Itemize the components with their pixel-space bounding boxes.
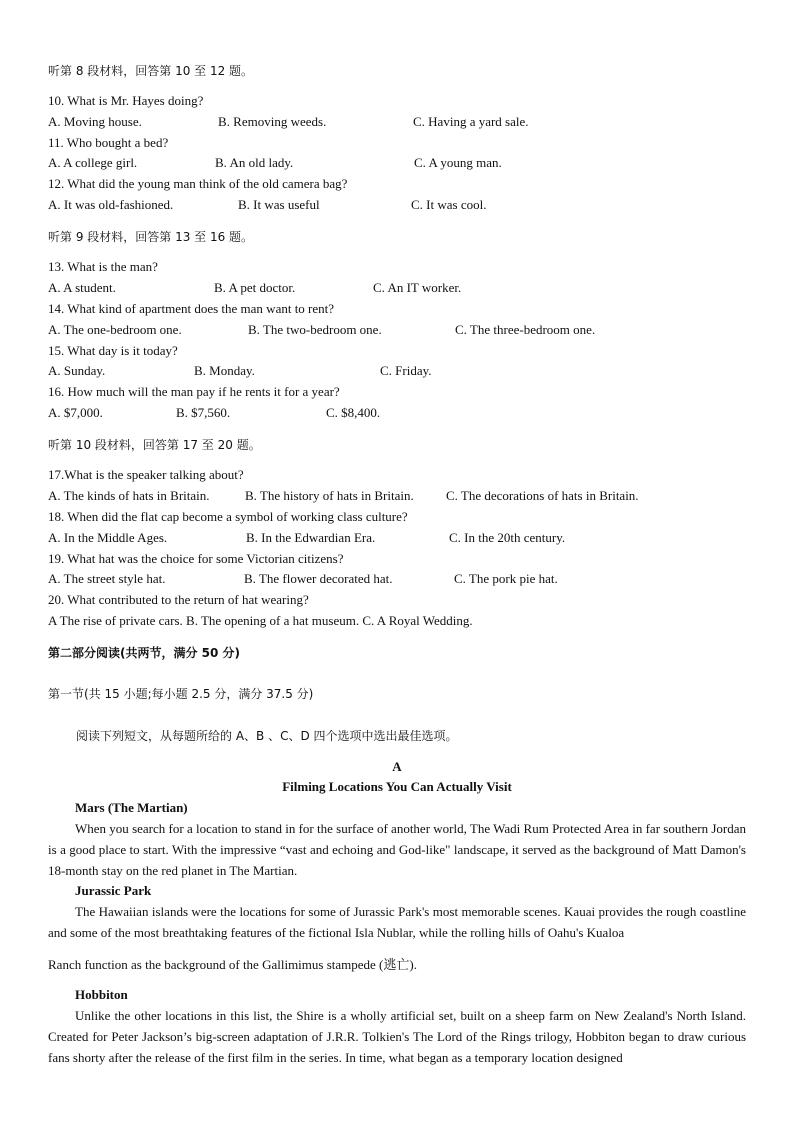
option-row xyxy=(48,530,746,546)
option-b: B. The flower decorated hat. xyxy=(244,571,393,586)
option-a: A. A student. xyxy=(48,280,116,295)
part-title: 第二部分阅读(共两节，满分 50 分) xyxy=(48,646,241,660)
option-b: B. The two-bedroom one. xyxy=(248,322,382,337)
question: 16. How much will the man pay if he rents it for a year? xyxy=(48,384,340,399)
option-c: C. Friday. xyxy=(380,363,432,378)
option-c: C. It was cool. xyxy=(411,197,487,212)
question: 15. What day is it today? xyxy=(48,343,178,358)
option-c: C. An IT worker. xyxy=(373,280,462,295)
option-a: A. The kinds of hats in Britain. xyxy=(48,488,210,503)
paragraph: Unlike the other locations in this list, the Shire is a wholly artificial set, built on a sheep farm on New Zealand's North Island. Created for Peter Jackson’s big-screen adaptation of J.R.R. Tolkien's The Lord of the Rings trilogy, Hobbiton began to draw curious fans shorty after the release of the first film in the series. In time, what began as a temporary location designed xyxy=(48,1008,746,1065)
option-c: C. A young man. xyxy=(414,155,502,170)
option-b: B. A pet doctor. xyxy=(214,280,296,295)
option-b: B. It was useful xyxy=(238,197,320,212)
passage-title: Filming Locations You Can Actually Visit xyxy=(282,779,512,794)
option-a: A. A college girl. xyxy=(48,155,138,170)
option-a: A. Moving house. xyxy=(48,114,142,129)
section-title: 第一节(共 15 小题;每小题 2.5 分，满分 37.5 分) xyxy=(48,687,314,701)
option-b: B. An old lady. xyxy=(215,155,294,170)
option-a: A. The one-bedroom one. xyxy=(48,322,182,337)
question: 20. What contributed to the return of hat wearing? xyxy=(48,592,309,607)
option-c: C. The pork pie hat. xyxy=(454,571,558,586)
option-row xyxy=(48,363,746,379)
question: 14. What kind of apartment does the man want to rent? xyxy=(48,301,335,316)
question: 10. What is Mr. Hayes doing? xyxy=(48,93,204,108)
subheading: Hobbiton xyxy=(75,987,128,1002)
option-c: C. In the 20th century. xyxy=(449,530,566,545)
paragraph-continued: Ranch function as the background of the Gallimimus stampede (逃亡). xyxy=(48,957,417,972)
option-b: B. Removing weeds. xyxy=(218,114,327,129)
option-a: A. The street style hat. xyxy=(48,571,166,586)
option-c: C. $8,400. xyxy=(326,405,381,420)
option-b: B. The history of hats in Britain. xyxy=(245,488,414,503)
option-c: C. Having a yard sale. xyxy=(413,114,529,129)
section-header: 听第 8 段材料，回答第 10 至 12 题。 xyxy=(48,64,254,78)
section-header: 听第 10 段材料，回答第 17 至 20 题。 xyxy=(48,438,261,452)
subheading: Mars (The Martian) xyxy=(75,800,188,815)
question: 11. Who bought a bed? xyxy=(48,135,169,150)
section-header: 听第 9 段材料，回答第 13 至 16 题。 xyxy=(48,230,254,244)
option-a: A. Sunday. xyxy=(48,363,106,378)
question: 19. What hat was the choice for some Victorian citizens? xyxy=(48,551,344,566)
instruction: 阅读下列短文，从每题所给的 A、B 、C、D 四个选项中选出最佳选项。 xyxy=(76,729,458,743)
question: 13. What is the man? xyxy=(48,259,158,274)
option-row xyxy=(48,488,746,504)
paragraph: The Hawaiian islands were the locations for some of Jurassic Park's most memorable scenes. Kauai provides the rough coastline and some of the most breathtaking features of the fictional Isla Nublar, while the rolling hills of Oahu's Kualoa xyxy=(48,904,746,940)
option-row xyxy=(48,280,746,296)
option-row: A The rise of private cars. B. The opening of a hat museum. C. A Royal Wedding. xyxy=(48,613,473,628)
option-a: A. In the Middle Ages. xyxy=(48,530,168,545)
question: 12. What did the young man think of the old camera bag? xyxy=(48,176,348,191)
question: 18. When did the flat cap become a symbol of working class culture? xyxy=(48,509,408,524)
option-row xyxy=(48,571,746,587)
option-row xyxy=(48,322,746,338)
option-row xyxy=(48,155,746,171)
paragraph: When you search for a location to stand in for the surface of another world, The Wadi Rum Protected Area in far southern Jordan is a good place to start. With the impressive “vast and echoing and God-like" landscape, it served as the background of Matt Damon's 18-month stay on the red planet in The Martian. xyxy=(48,821,746,878)
option-c: C. The three-bedroom one. xyxy=(455,322,596,337)
question: 17.What is the speaker talking about? xyxy=(48,467,244,482)
option-row xyxy=(48,197,746,213)
passage-letter: A xyxy=(392,759,402,774)
option-row xyxy=(48,405,746,421)
option-a: A. $7,000. xyxy=(48,405,103,420)
option-b: B. In the Edwardian Era. xyxy=(246,530,376,545)
option-b: B. $7,560. xyxy=(176,405,231,420)
option-c: C. The decorations of hats in Britain. xyxy=(446,488,639,503)
option-a: A. It was old-fashioned. xyxy=(48,197,174,212)
option-b: B. Monday. xyxy=(194,363,255,378)
option-row xyxy=(48,114,746,130)
subheading: Jurassic Park xyxy=(75,883,152,898)
